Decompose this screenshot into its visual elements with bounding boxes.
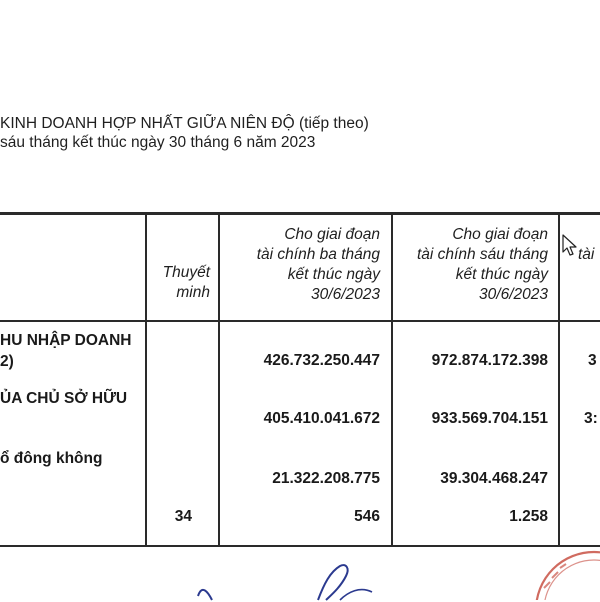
header-line: kết thúc ngày xyxy=(287,266,380,283)
column-header-partial xyxy=(578,245,594,265)
row-label-line: ỦA CHỦ SỞ HỮU xyxy=(0,390,128,407)
header-line: 30/6/2023 xyxy=(479,286,548,303)
table-bottom-rule xyxy=(0,545,600,547)
cell-six-months: 39.304.468.247 xyxy=(440,470,548,487)
header-line: tài chính sáu tháng xyxy=(417,246,548,263)
report-subtitle: sáu tháng kết thúc ngày 30 tháng 6 năm 2023 xyxy=(0,134,316,151)
report-title: KINH DOANH HỢP NHẤT GIỮA NIÊN ĐỘ (tiếp theo) xyxy=(0,115,369,132)
header-line: tài xyxy=(578,246,595,263)
header-line: kết thúc ngày xyxy=(455,266,548,283)
header-line: Cho giai đoạn xyxy=(284,226,380,243)
header-line: minh xyxy=(176,284,210,301)
column-header-six-months xyxy=(417,225,548,305)
header-line: Thuyết xyxy=(162,264,210,281)
cell-six-months: 933.569.704.151 xyxy=(431,410,548,427)
cell-note: 34 xyxy=(174,508,192,525)
column-divider xyxy=(558,212,560,547)
row-label-line: 2) xyxy=(0,353,14,370)
mouse-pointer-icon xyxy=(562,234,578,258)
row-label-line: HU NHẬP DOANH xyxy=(0,332,132,349)
cell-three-months: 21.322.208.775 xyxy=(272,470,380,487)
signature-icon xyxy=(190,562,400,602)
header-line: Cho giai đoạn xyxy=(452,226,548,243)
column-header-note xyxy=(163,263,210,303)
header-line: 30/6/2023 xyxy=(311,286,380,303)
column-divider xyxy=(391,212,393,547)
cell-partial: 3 xyxy=(588,352,597,369)
cell-partial: 3: xyxy=(584,410,598,427)
column-header-three-months xyxy=(257,225,380,305)
cell-six-months: 1.258 xyxy=(509,508,548,525)
cell-six-months: 972.874.172.398 xyxy=(431,352,548,369)
income-table xyxy=(0,212,600,548)
table-top-rule xyxy=(0,212,600,215)
row-label xyxy=(0,330,131,372)
cell-three-months: 405.410.041.672 xyxy=(263,410,380,427)
row-label xyxy=(0,388,127,409)
row-label xyxy=(0,448,102,469)
column-divider xyxy=(218,212,220,547)
cell-three-months: 426.732.250.447 xyxy=(263,352,380,369)
row-label-line: ổ đông không xyxy=(0,450,103,467)
table-header-rule xyxy=(0,320,600,322)
header-line: tài chính ba tháng xyxy=(256,246,380,263)
cell-three-months: 546 xyxy=(354,508,380,525)
stamp-icon xyxy=(520,548,600,600)
column-divider xyxy=(145,212,147,547)
